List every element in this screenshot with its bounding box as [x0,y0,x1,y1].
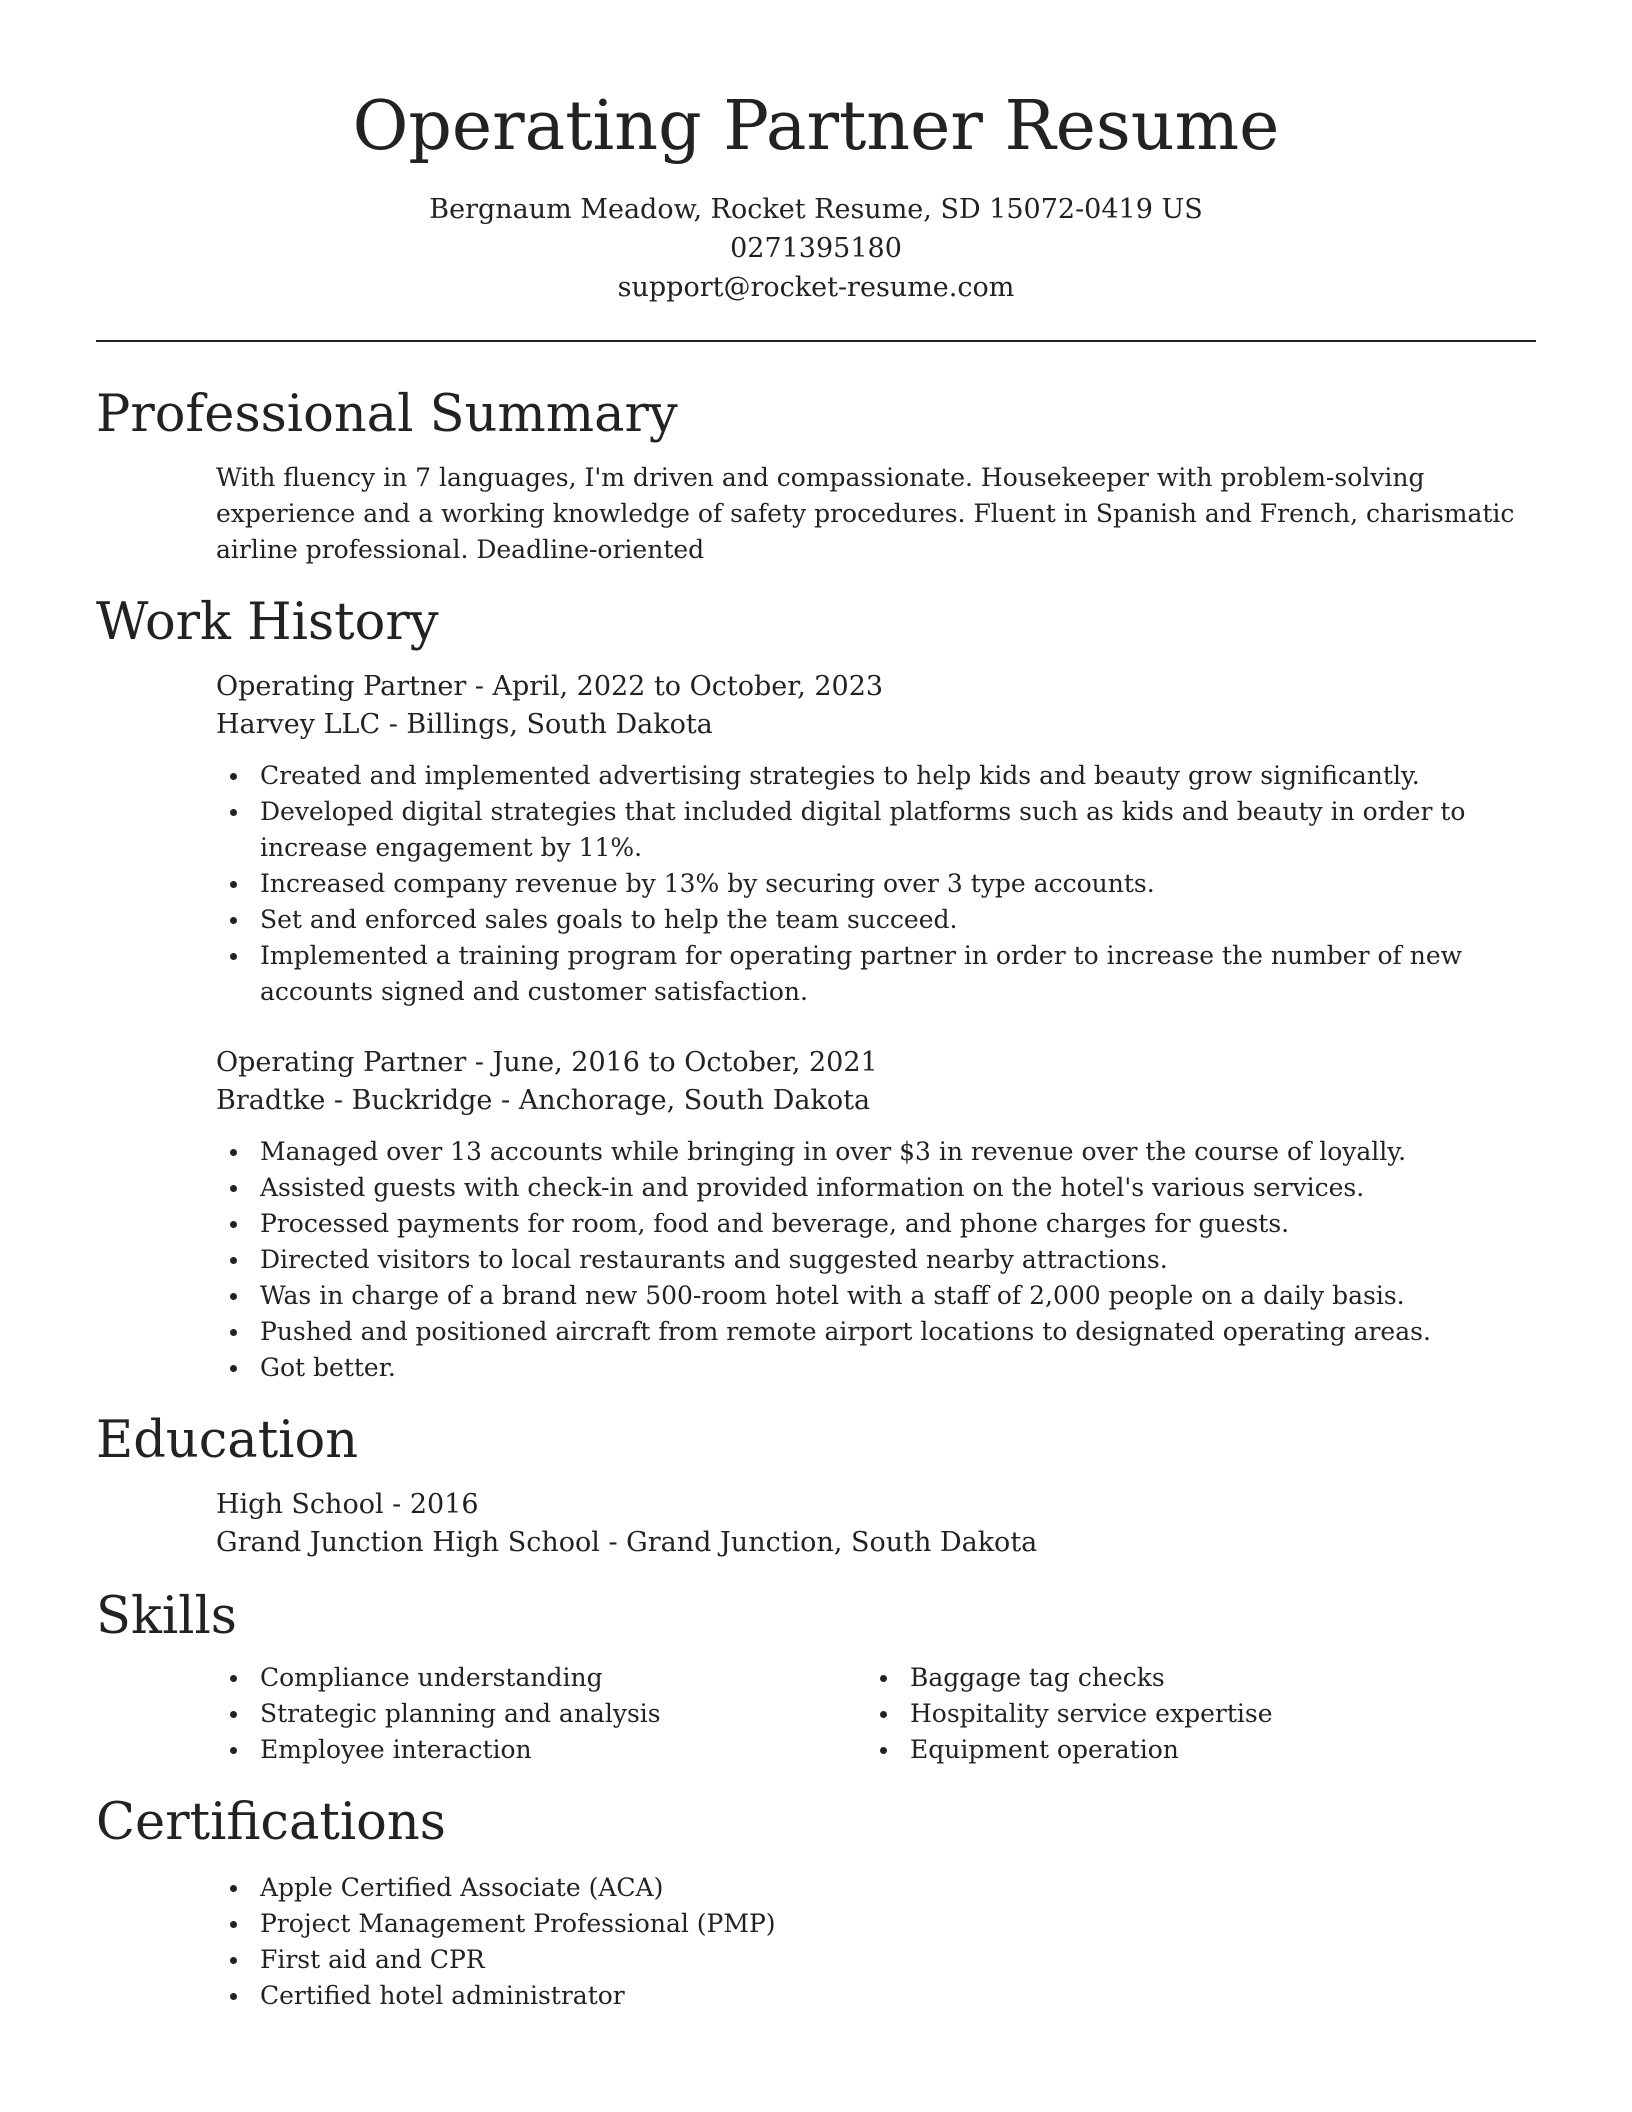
list-item: Created and implemented advertising strategies to help kids and beauty grow significantly. [216,758,1536,794]
job-title-line [216,668,1536,706]
job-bullets [216,758,1536,1010]
certifications-section [96,1790,1536,2014]
job-location: - Billings, South Dakota [380,709,713,740]
resume-title: Operating Partner Resume [352,87,1280,166]
resume-header [96,0,1536,307]
list-item: Project Management Professional (PMP) [216,1906,1536,1942]
list-item: Employee interaction [216,1732,866,1768]
job-role: Operating Partner [216,671,467,702]
contact-phone: 0271395180 [730,233,902,264]
job-bullets [216,1134,1536,1386]
list-item: Was in charge of a brand new 500-room hotel with a staff of 2,000 people on a daily basis. [216,1278,1536,1314]
job-entry-2 [216,1044,1536,1386]
list-item: Pushed and positioned aircraft from remote airport locations to designated operating areas. [216,1314,1536,1350]
job-dates: - April, 2022 to October, 2023 [466,671,884,702]
list-item: Certified hotel administrator [216,1978,1536,2014]
education-entry [216,1486,1536,1562]
school-location: - Grand Junction, South Dakota [599,1527,1038,1558]
list-item: Compliance understanding [216,1660,866,1696]
skills-columns [216,1660,1536,1768]
school-name: Grand Junction High School [216,1527,600,1558]
list-item: Equipment operation [866,1732,1516,1768]
job-company-line [216,706,1536,744]
school-line [216,1524,1536,1562]
job-company: Bradtke - Buckridge [216,1085,493,1116]
job-role: Operating Partner [216,1047,467,1078]
list-item: Processed payments for room, food and beverage, and phone charges for guests. [216,1206,1536,1242]
education-section [96,1408,1536,1562]
list-item: Implemented a training program for operating partner in order to increase the number of new accounts signed and customer satisfaction. [216,938,1536,1010]
list-item: Increased company revenue by 13% by securing over 3 type accounts. [216,866,1536,902]
list-item: Got better. [216,1350,1536,1386]
certifications-heading: Certifications [96,1793,446,1852]
header-divider [96,340,1536,342]
certifications-body [216,1870,1536,2014]
skills-list-left [216,1660,866,1768]
list-item: Managed over 13 accounts while bringing in over $3 in revenue over the course of loyally. [216,1134,1536,1170]
certifications-list [216,1870,1536,2014]
job-entry-1 [216,668,1536,1010]
job-company-line [216,1082,1536,1120]
list-item: Developed digital strategies that included digital platforms such as kids and beauty in order to increase engagement by 11%. [216,794,1536,866]
list-item: Baggage tag checks [866,1660,1516,1696]
contact-email: support@rocket-resume.com [617,272,1015,303]
skills-section [96,1584,1536,1768]
summary-heading: Professional Summary [96,385,678,444]
job-company: Harvey LLC [216,709,381,740]
list-item: Assisted guests with check-in and provided information on the hotel's various services. [216,1170,1536,1206]
list-item: Set and enforced sales goals to help the team succeed. [216,902,1536,938]
summary-text: With fluency in 7 languages, I'm driven and compassionate. Housekeeper with problem-solving experience and a working knowledge of safety procedures. Fluent in Spanish and French, charismatic airline professional. Deadline-oriented [216,463,1515,564]
degree: High School [216,1489,384,1520]
education-heading: Education [96,1411,359,1470]
list-item: Directed visitors to local restaurants and suggested nearby attractions. [216,1242,1536,1278]
job-dates: - June, 2016 to October, 2021 [466,1047,878,1078]
skills-heading: Skills [96,1587,237,1646]
contact-block [96,190,1536,307]
resume-page [96,0,1536,2014]
list-item: Hospitality service expertise [866,1696,1516,1732]
degree-line [216,1486,1536,1524]
contact-address: Bergnaum Meadow, Rocket Resume, SD 15072-0419 US [429,194,1203,225]
graduation-year: - 2016 [383,1489,479,1520]
list-item: Apple Certified Associate (ACA) [216,1870,1536,1906]
work-history-heading: Work History [96,593,439,652]
skills-list-right [866,1660,1516,1768]
list-item: First aid and CPR [216,1942,1536,1978]
job-location: - Anchorage, South Dakota [492,1085,871,1116]
summary-section [96,382,1536,568]
job-title-line [216,1044,1536,1082]
list-item: Strategic planning and analysis [216,1696,866,1732]
work-history-section [96,590,1536,1386]
